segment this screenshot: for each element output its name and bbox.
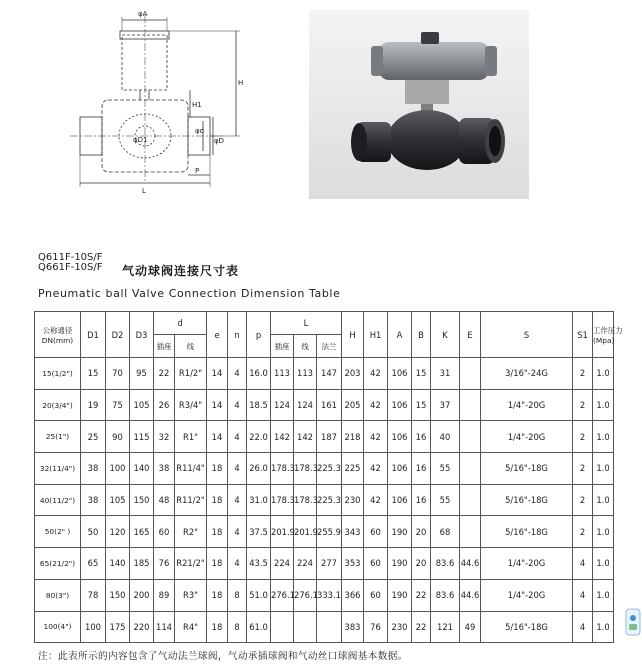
table-title-chinese: 气动球阀连接尺寸表: [122, 264, 240, 278]
cell-d-socket: 22: [154, 358, 175, 390]
cell-D3: 185: [130, 548, 154, 580]
cell-L-thread: 113: [294, 358, 317, 390]
cell-A: 106: [388, 389, 412, 421]
cell-A: 230: [388, 611, 412, 643]
cell-L-socket: 178.3: [271, 453, 294, 485]
cell-D2: 150: [106, 579, 130, 611]
drawing-label-phid: φd: [195, 127, 205, 135]
cell-L-flange: 255.9: [317, 516, 342, 548]
header-L-socket: 插座: [271, 335, 294, 358]
cell-working-pressure: 1.0: [593, 516, 614, 548]
cell-D1: 15: [81, 358, 106, 390]
cell-B: 16: [412, 421, 431, 453]
cell-working-pressure: 1.0: [593, 421, 614, 453]
cell-H1: 60: [364, 516, 388, 548]
cell-d-socket: 26: [154, 389, 175, 421]
table-row: [35, 579, 614, 611]
header-d: d: [154, 312, 207, 335]
cell-dn: 20(3/4"): [35, 389, 81, 421]
cell-B: 22: [412, 579, 431, 611]
cell-S: 3/16"-24G: [481, 358, 573, 390]
cell-S1: 4: [573, 579, 593, 611]
cell-E: [460, 358, 481, 390]
cell-dn: 100(4"): [35, 611, 81, 643]
cell-S1: 2: [573, 358, 593, 390]
cell-E: [460, 516, 481, 548]
cell-dn: 15(1/2"): [35, 358, 81, 390]
cell-p: 61.0: [247, 611, 271, 643]
cell-L-thread: 178.3: [294, 484, 317, 516]
table-header-row-1: [35, 312, 614, 335]
cell-e: 14: [207, 389, 228, 421]
cell-n: 8: [228, 611, 247, 643]
cell-D2: 120: [106, 516, 130, 548]
header-d-socket: 插座: [154, 335, 175, 358]
drawing-label-phiD1: φD1: [133, 136, 148, 144]
cell-L-flange: 225.3: [317, 484, 342, 516]
cell-e: 18: [207, 579, 228, 611]
cell-e: 18: [207, 453, 228, 485]
drawing-label-H1: H1: [192, 101, 202, 109]
cell-H1: 42: [364, 421, 388, 453]
cell-H: 218: [342, 421, 364, 453]
cell-D3: 200: [130, 579, 154, 611]
cell-S1: 2: [573, 484, 593, 516]
cell-E: 44.6: [460, 548, 481, 580]
cell-H: 230: [342, 484, 364, 516]
cell-L-socket: 201.9: [271, 516, 294, 548]
cell-p: 31.0: [247, 484, 271, 516]
cell-S: 1/4"-20G: [481, 421, 573, 453]
cell-dn: 50(2" ): [35, 516, 81, 548]
cell-L-thread: [294, 611, 317, 643]
cell-L-flange: 333.1: [317, 579, 342, 611]
cell-S: 1/4"-20G: [481, 579, 573, 611]
cell-B: 16: [412, 453, 431, 485]
cell-p: 16.0: [247, 358, 271, 390]
cell-d-socket: 48: [154, 484, 175, 516]
cell-H: 205: [342, 389, 364, 421]
cell-p: 43.5: [247, 548, 271, 580]
drawing-actuator: [122, 35, 167, 90]
cell-E: 44.6: [460, 579, 481, 611]
header-A: A: [388, 312, 412, 358]
cell-e: 18: [207, 548, 228, 580]
drawing-label-L: L: [142, 187, 146, 195]
cell-D3: 150: [130, 484, 154, 516]
cell-K: 68: [431, 516, 460, 548]
cell-S: 5/16"-18G: [481, 484, 573, 516]
cell-S: 5/16"-18G: [481, 516, 573, 548]
cell-D2: 105: [106, 484, 130, 516]
cell-H1: 42: [364, 389, 388, 421]
cell-E: [460, 453, 481, 485]
cell-d-socket: 76: [154, 548, 175, 580]
cell-L-flange: 147: [317, 358, 342, 390]
cell-K: 83.6: [431, 579, 460, 611]
cell-H1: 42: [364, 484, 388, 516]
cell-K: 55: [431, 484, 460, 516]
cell-K: 83.6: [431, 548, 460, 580]
cell-E: [460, 421, 481, 453]
table-row: [35, 516, 614, 548]
cell-A: 190: [388, 548, 412, 580]
header-d-thread: 线: [175, 335, 207, 358]
header-S1: S1: [573, 312, 593, 358]
cell-B: 15: [412, 358, 431, 390]
cell-working-pressure: 1.0: [593, 611, 614, 643]
model-number-1: Q611F-10S/F: [38, 252, 103, 263]
cell-d-thread: R11/4": [175, 453, 207, 485]
cell-A: 190: [388, 516, 412, 548]
header-L: L: [271, 312, 342, 335]
cell-K: 31: [431, 358, 460, 390]
drawing-label-phiA: φA: [138, 10, 148, 18]
cell-H1: 60: [364, 548, 388, 580]
header-B: B: [412, 312, 431, 358]
cell-D1: 38: [81, 484, 106, 516]
cell-K: 37: [431, 389, 460, 421]
cell-n: 4: [228, 516, 247, 548]
table-row: [35, 484, 614, 516]
cell-D1: 78: [81, 579, 106, 611]
cell-e: 18: [207, 484, 228, 516]
cell-B: 20: [412, 516, 431, 548]
cell-p: 18.5: [247, 389, 271, 421]
drawing-label-P: P: [195, 167, 200, 175]
cell-d-thread: R4": [175, 611, 207, 643]
cell-working-pressure: 1.0: [593, 579, 614, 611]
header-D3: D3: [130, 312, 154, 358]
cell-n: 4: [228, 484, 247, 516]
cell-A: 190: [388, 579, 412, 611]
cell-L-socket: [271, 611, 294, 643]
table-row: [35, 421, 614, 453]
cell-H: 383: [342, 611, 364, 643]
header-working-pressure: 工作压力 (Mpa): [593, 312, 614, 358]
cell-K: 121: [431, 611, 460, 643]
header-H1: H1: [364, 312, 388, 358]
cell-K: 40: [431, 421, 460, 453]
cell-D2: 70: [106, 358, 130, 390]
header-E: E: [460, 312, 481, 358]
cell-n: 4: [228, 389, 247, 421]
cell-H1: 42: [364, 358, 388, 390]
cell-d-socket: 60: [154, 516, 175, 548]
cell-L-socket: 178.3: [271, 484, 294, 516]
cell-D3: 105: [130, 389, 154, 421]
header-dn: 公称通径 DN(mm): [35, 312, 81, 358]
cell-n: 4: [228, 548, 247, 580]
cell-L-thread: 224: [294, 548, 317, 580]
cell-D3: 140: [130, 453, 154, 485]
cell-A: 106: [388, 421, 412, 453]
table-row: [35, 358, 614, 390]
cell-E: [460, 484, 481, 516]
cell-L-flange: 187: [317, 421, 342, 453]
table-row: [35, 453, 614, 485]
cell-E: 49: [460, 611, 481, 643]
cell-B: 20: [412, 548, 431, 580]
cell-D1: 19: [81, 389, 106, 421]
header-L-thread: 线: [294, 335, 317, 358]
cell-e: 14: [207, 421, 228, 453]
cell-L-socket: 142: [271, 421, 294, 453]
cell-L-socket: 224: [271, 548, 294, 580]
cell-D3: 165: [130, 516, 154, 548]
cell-D3: 115: [130, 421, 154, 453]
cell-n: 8: [228, 579, 247, 611]
cell-B: 22: [412, 611, 431, 643]
header-K: K: [431, 312, 460, 358]
cell-H: 353: [342, 548, 364, 580]
header-e: e: [207, 312, 228, 358]
cell-working-pressure: 1.0: [593, 453, 614, 485]
cell-H1: 42: [364, 453, 388, 485]
cell-d-thread: R3": [175, 579, 207, 611]
cell-L-flange: 161: [317, 389, 342, 421]
corner-share-icon[interactable]: [624, 607, 642, 637]
cell-working-pressure: 1.0: [593, 484, 614, 516]
cell-working-pressure: 1.0: [593, 389, 614, 421]
cell-p: 37.5: [247, 516, 271, 548]
cell-D2: 100: [106, 453, 130, 485]
cell-H: 225: [342, 453, 364, 485]
cell-L-flange: 277: [317, 548, 342, 580]
table-title-english: Pneumatic ball Valve Connection Dimension Table: [38, 287, 341, 300]
table-footnote: 注：此表所示的内容包含了气动法兰球阀，气动承插球阀和气动丝口球阀基本数据。: [38, 651, 408, 662]
cell-dn: 65(21/2"): [35, 548, 81, 580]
cell-D1: 100: [81, 611, 106, 643]
header-p: p: [247, 312, 271, 358]
cell-H: 343: [342, 516, 364, 548]
cell-H1: 76: [364, 611, 388, 643]
cell-L-thread: 124: [294, 389, 317, 421]
cell-A: 106: [388, 453, 412, 485]
cell-A: 106: [388, 484, 412, 516]
header-H: H: [342, 312, 364, 358]
cell-e: 14: [207, 358, 228, 390]
cell-dn: 40(11/2"): [35, 484, 81, 516]
cell-A: 106: [388, 358, 412, 390]
photo-valve-body: [387, 110, 467, 170]
cell-D1: 50: [81, 516, 106, 548]
cell-n: 4: [228, 358, 247, 390]
cell-D1: 65: [81, 548, 106, 580]
cell-L-thread: 178.3: [294, 453, 317, 485]
cell-p: 22.0: [247, 421, 271, 453]
cell-L-thread: 276.1: [294, 579, 317, 611]
cell-D2: 90: [106, 421, 130, 453]
cell-S1: 4: [573, 611, 593, 643]
cell-S1: 2: [573, 421, 593, 453]
drawing-label-H: H: [238, 79, 244, 87]
cell-D3: 95: [130, 358, 154, 390]
cell-L-socket: 276.1: [271, 579, 294, 611]
cell-S: 1/4"-20G: [481, 389, 573, 421]
cell-d-socket: 114: [154, 611, 175, 643]
cell-D2: 175: [106, 611, 130, 643]
cell-d-socket: 89: [154, 579, 175, 611]
cell-S: 5/16"-18G: [481, 611, 573, 643]
cell-S: 1/4"-20G: [481, 548, 573, 580]
cell-dn: 80(3"): [35, 579, 81, 611]
drawing-label-phiD: φD: [214, 137, 225, 145]
cell-dn: 25(1"): [35, 421, 81, 453]
cell-H: 366: [342, 579, 364, 611]
cell-n: 4: [228, 421, 247, 453]
cell-D1: 25: [81, 421, 106, 453]
cell-L-thread: 142: [294, 421, 317, 453]
cell-e: 18: [207, 611, 228, 643]
cell-B: 16: [412, 484, 431, 516]
dimension-table: [34, 311, 623, 643]
cell-S1: 2: [573, 453, 593, 485]
cell-H: 203: [342, 358, 364, 390]
cell-p: 26.0: [247, 453, 271, 485]
cell-S1: 2: [573, 516, 593, 548]
cell-d-thread: R1": [175, 421, 207, 453]
cell-L-socket: 124: [271, 389, 294, 421]
header-n: n: [228, 312, 247, 358]
header-S: S: [481, 312, 573, 358]
cell-e: 18: [207, 516, 228, 548]
cell-d-thread: R3/4": [175, 389, 207, 421]
photo-actuator: [379, 42, 489, 80]
cell-S1: 4: [573, 548, 593, 580]
table-row: [35, 389, 614, 421]
cell-S1: 2: [573, 389, 593, 421]
header-L-flange: 法兰: [317, 335, 342, 358]
cell-working-pressure: 1.0: [593, 548, 614, 580]
cell-working-pressure: 1.0: [593, 358, 614, 390]
cell-D2: 140: [106, 548, 130, 580]
cell-L-thread: 201.9: [294, 516, 317, 548]
table-row: [35, 548, 614, 580]
cell-E: [460, 389, 481, 421]
cell-d-socket: 32: [154, 421, 175, 453]
cell-d-thread: R2": [175, 516, 207, 548]
cell-S: 5/16"-18G: [481, 453, 573, 485]
cell-B: 15: [412, 389, 431, 421]
cell-D3: 220: [130, 611, 154, 643]
cell-K: 55: [431, 453, 460, 485]
cell-n: 4: [228, 453, 247, 485]
model-number-2: Q661F-10S/F: [38, 262, 103, 273]
header-D2: D2: [106, 312, 130, 358]
cell-dn: 32(11/4"): [35, 453, 81, 485]
table-row: [35, 611, 614, 643]
cell-d-thread: R11/2": [175, 484, 207, 516]
cell-L-flange: 225.3: [317, 453, 342, 485]
cell-d-socket: 38: [154, 453, 175, 485]
cell-L-flange: [317, 611, 342, 643]
pneumatic-ball-valve-photo: [309, 10, 529, 199]
cell-p: 51.0: [247, 579, 271, 611]
cell-d-thread: R1/2": [175, 358, 207, 390]
cell-H1: 60: [364, 579, 388, 611]
cell-D1: 38: [81, 453, 106, 485]
valve-dimension-drawing: [40, 5, 260, 200]
cell-d-thread: R21/2": [175, 548, 207, 580]
cell-D2: 75: [106, 389, 130, 421]
header-D1: D1: [81, 312, 106, 358]
cell-L-socket: 113: [271, 358, 294, 390]
